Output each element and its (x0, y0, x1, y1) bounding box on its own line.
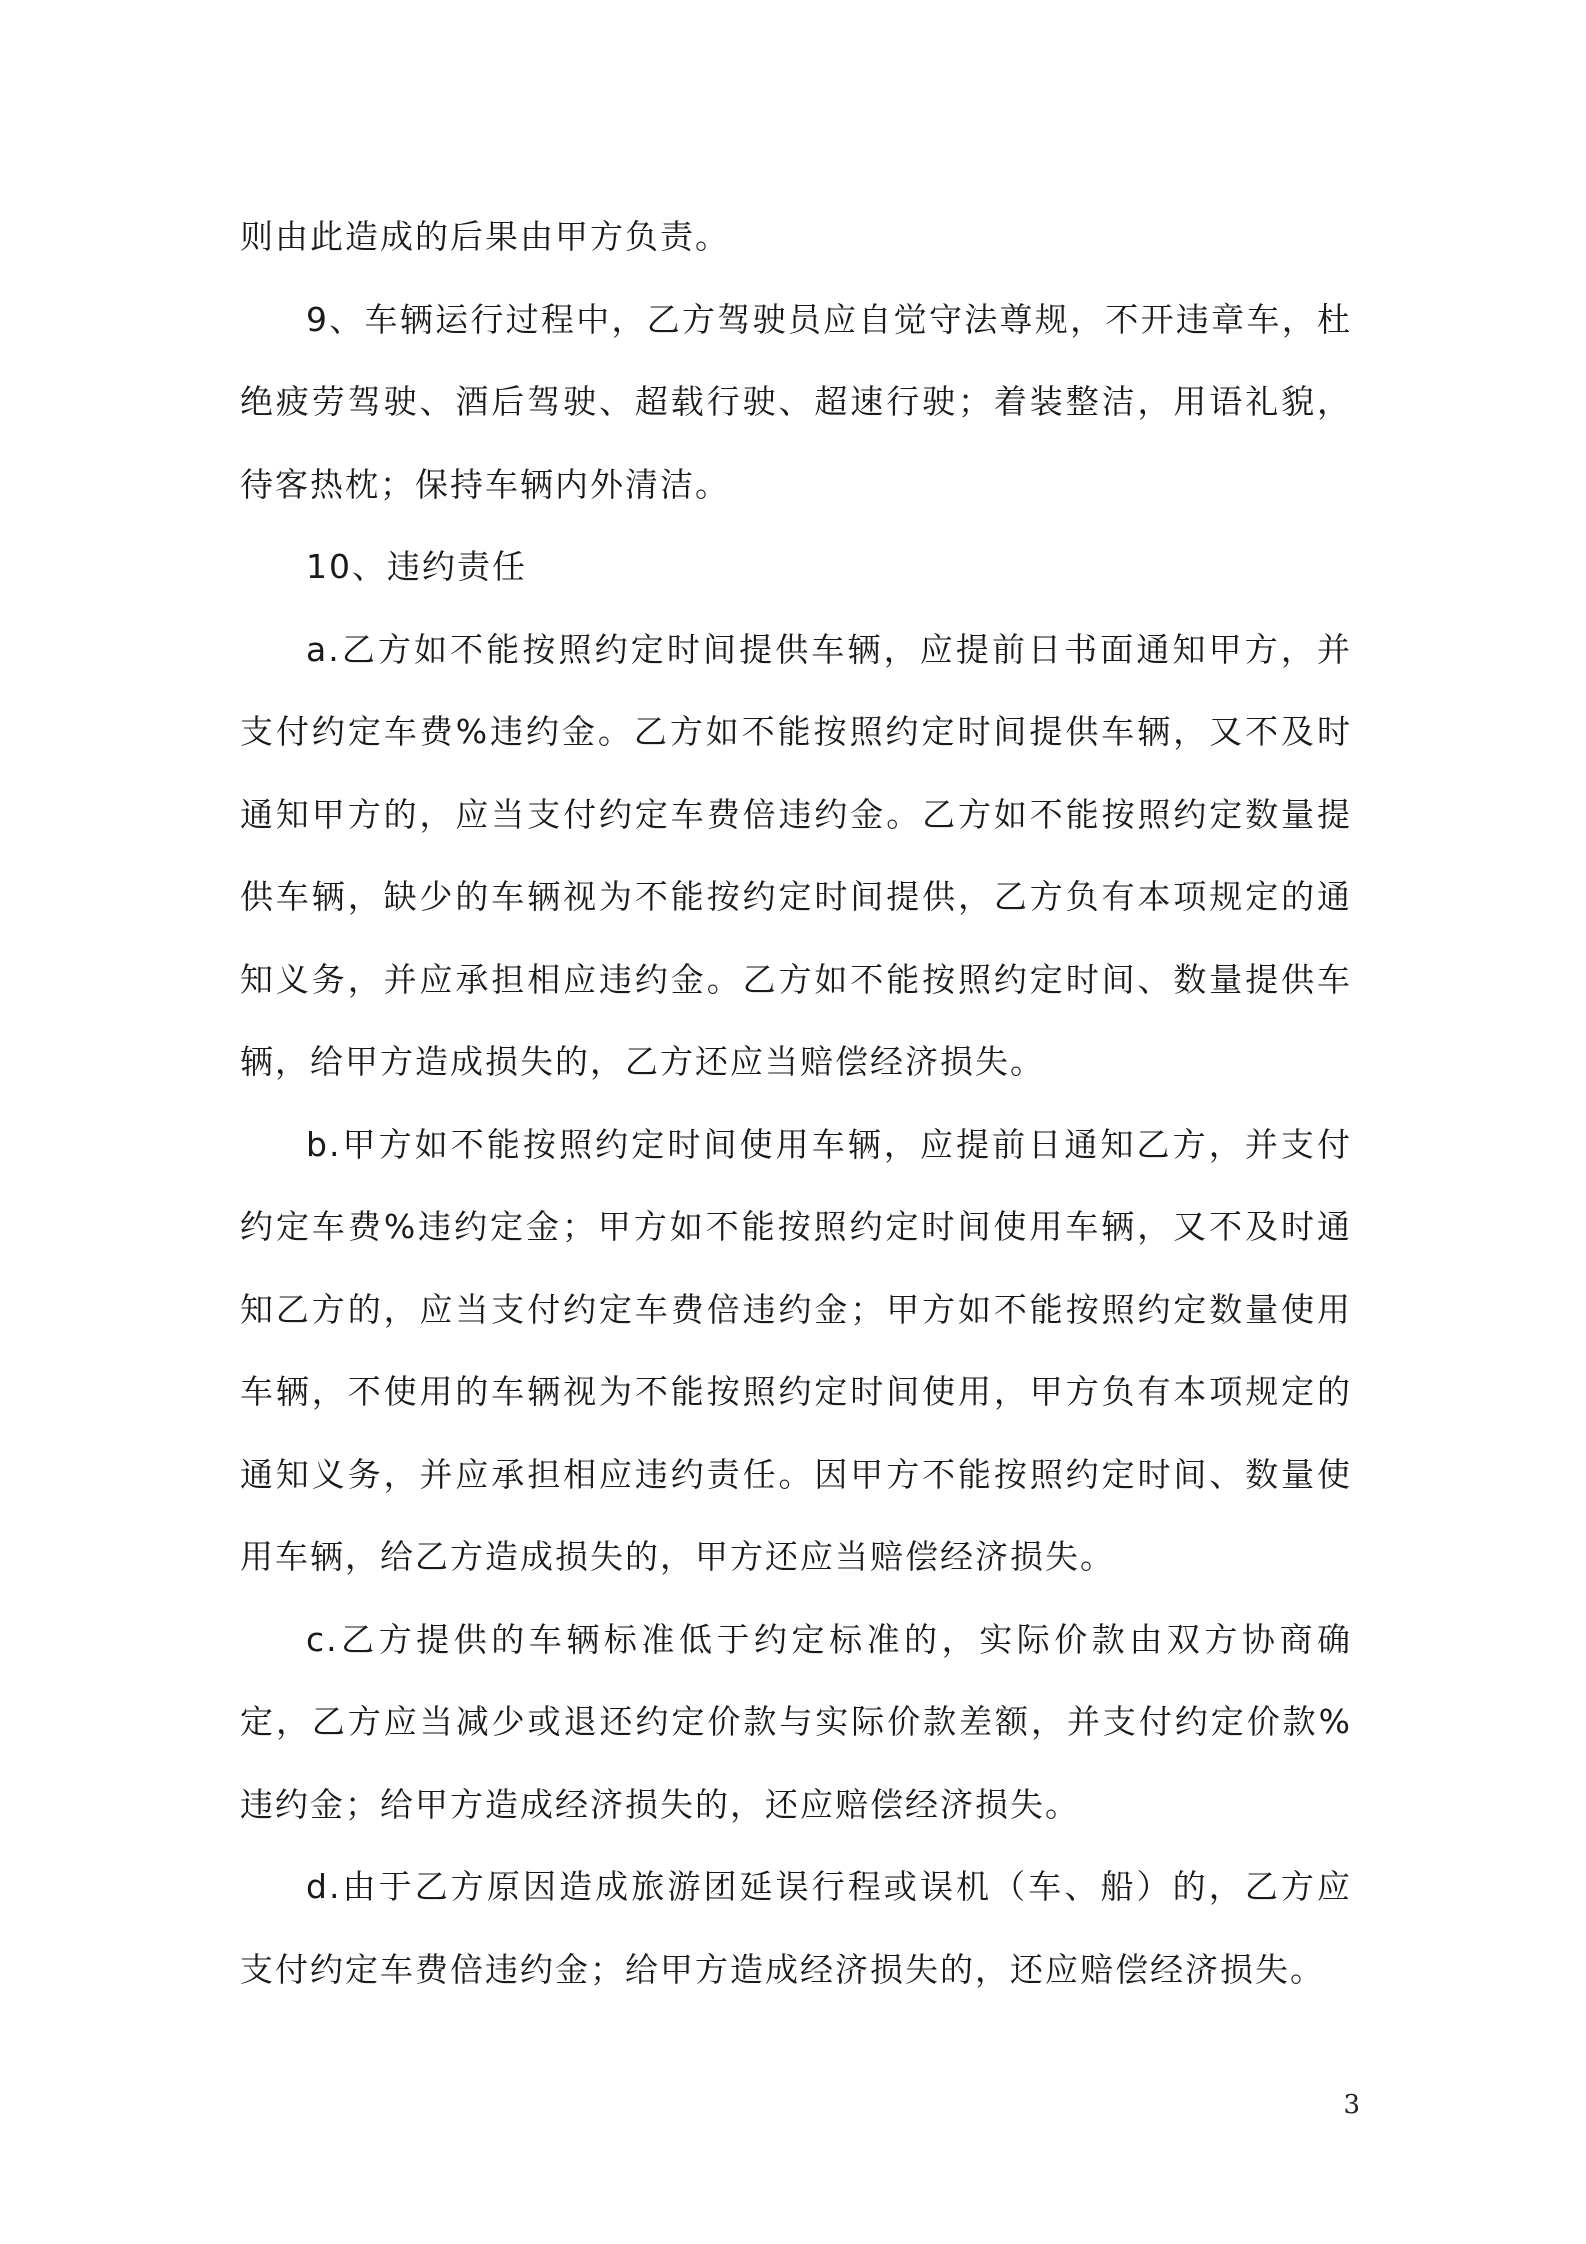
paragraph-clause-9: 9、车辆运行过程中，乙方驾驶员应自觉守法尊规，不开违章车，杜绝疲劳驾驶、酒后驾驶、超载行驶、超速行驶；着装整洁，用语礼貌，待客热枕；保持车辆内外清洁。 (240, 299, 1352, 504)
paragraph-clause-10b: b.甲方如不能按照约定时间使用车辆，应提前日通知乙方，并支付约定车费%违约定金；甲方如不能按照约定时间使用车辆，又不及时通知乙方的，应当支付约定车费倍违约金；甲方如不能按照约定数量使用车辆，不使用的车辆视为不能按照约定时间使用，甲方负有本项规定的通知义务，并应承担相应违约责任。因甲方不能按照约定时间、数量使用车辆，给乙方造成损失的，甲方还应当赔偿经济损失。 (240, 1124, 1352, 1576)
paragraph-continuation: 则由此造成的后果由甲方负责。 (240, 217, 730, 256)
paragraph-clause-10a: a.乙方如不能按照约定时间提供车辆，应提前日书面通知甲方，并支付约定车费%违约金。乙方如不能按照约定时间提供车辆，又不及时通知甲方的，应当支付约定车费倍违约金。乙方如不能按照约定数量提供车辆，缺少的车辆视为不能按约定时间提供，乙方负有本项规定的通知义务，并应承担相应违约金。乙方如不能按照约定时间、数量提供车辆，给甲方造成损失的，乙方还应当赔偿经济损失。 (240, 629, 1352, 1081)
paragraph-clause-10d: d.由于乙方原因造成旅游团延误行程或误机（车、船）的，乙方应支付约定车费倍违约金；给甲方造成经济损失的，还应赔偿经济损失。 (240, 1867, 1352, 1989)
paragraph-clause-10c: c.乙方提供的车辆标准低于约定标准的，实际价款由双方协商确定，乙方应当减少或退还约定价款与实际价款差额，并支付约定价款%违约金；给甲方造成经济损失的，还应赔偿经济损失。 (240, 1619, 1352, 1824)
page-number: 3 (1343, 2090, 1360, 2120)
paragraph-clause-10-heading: 10、违约责任 (306, 547, 527, 586)
document-body (240, 196, 1352, 2011)
